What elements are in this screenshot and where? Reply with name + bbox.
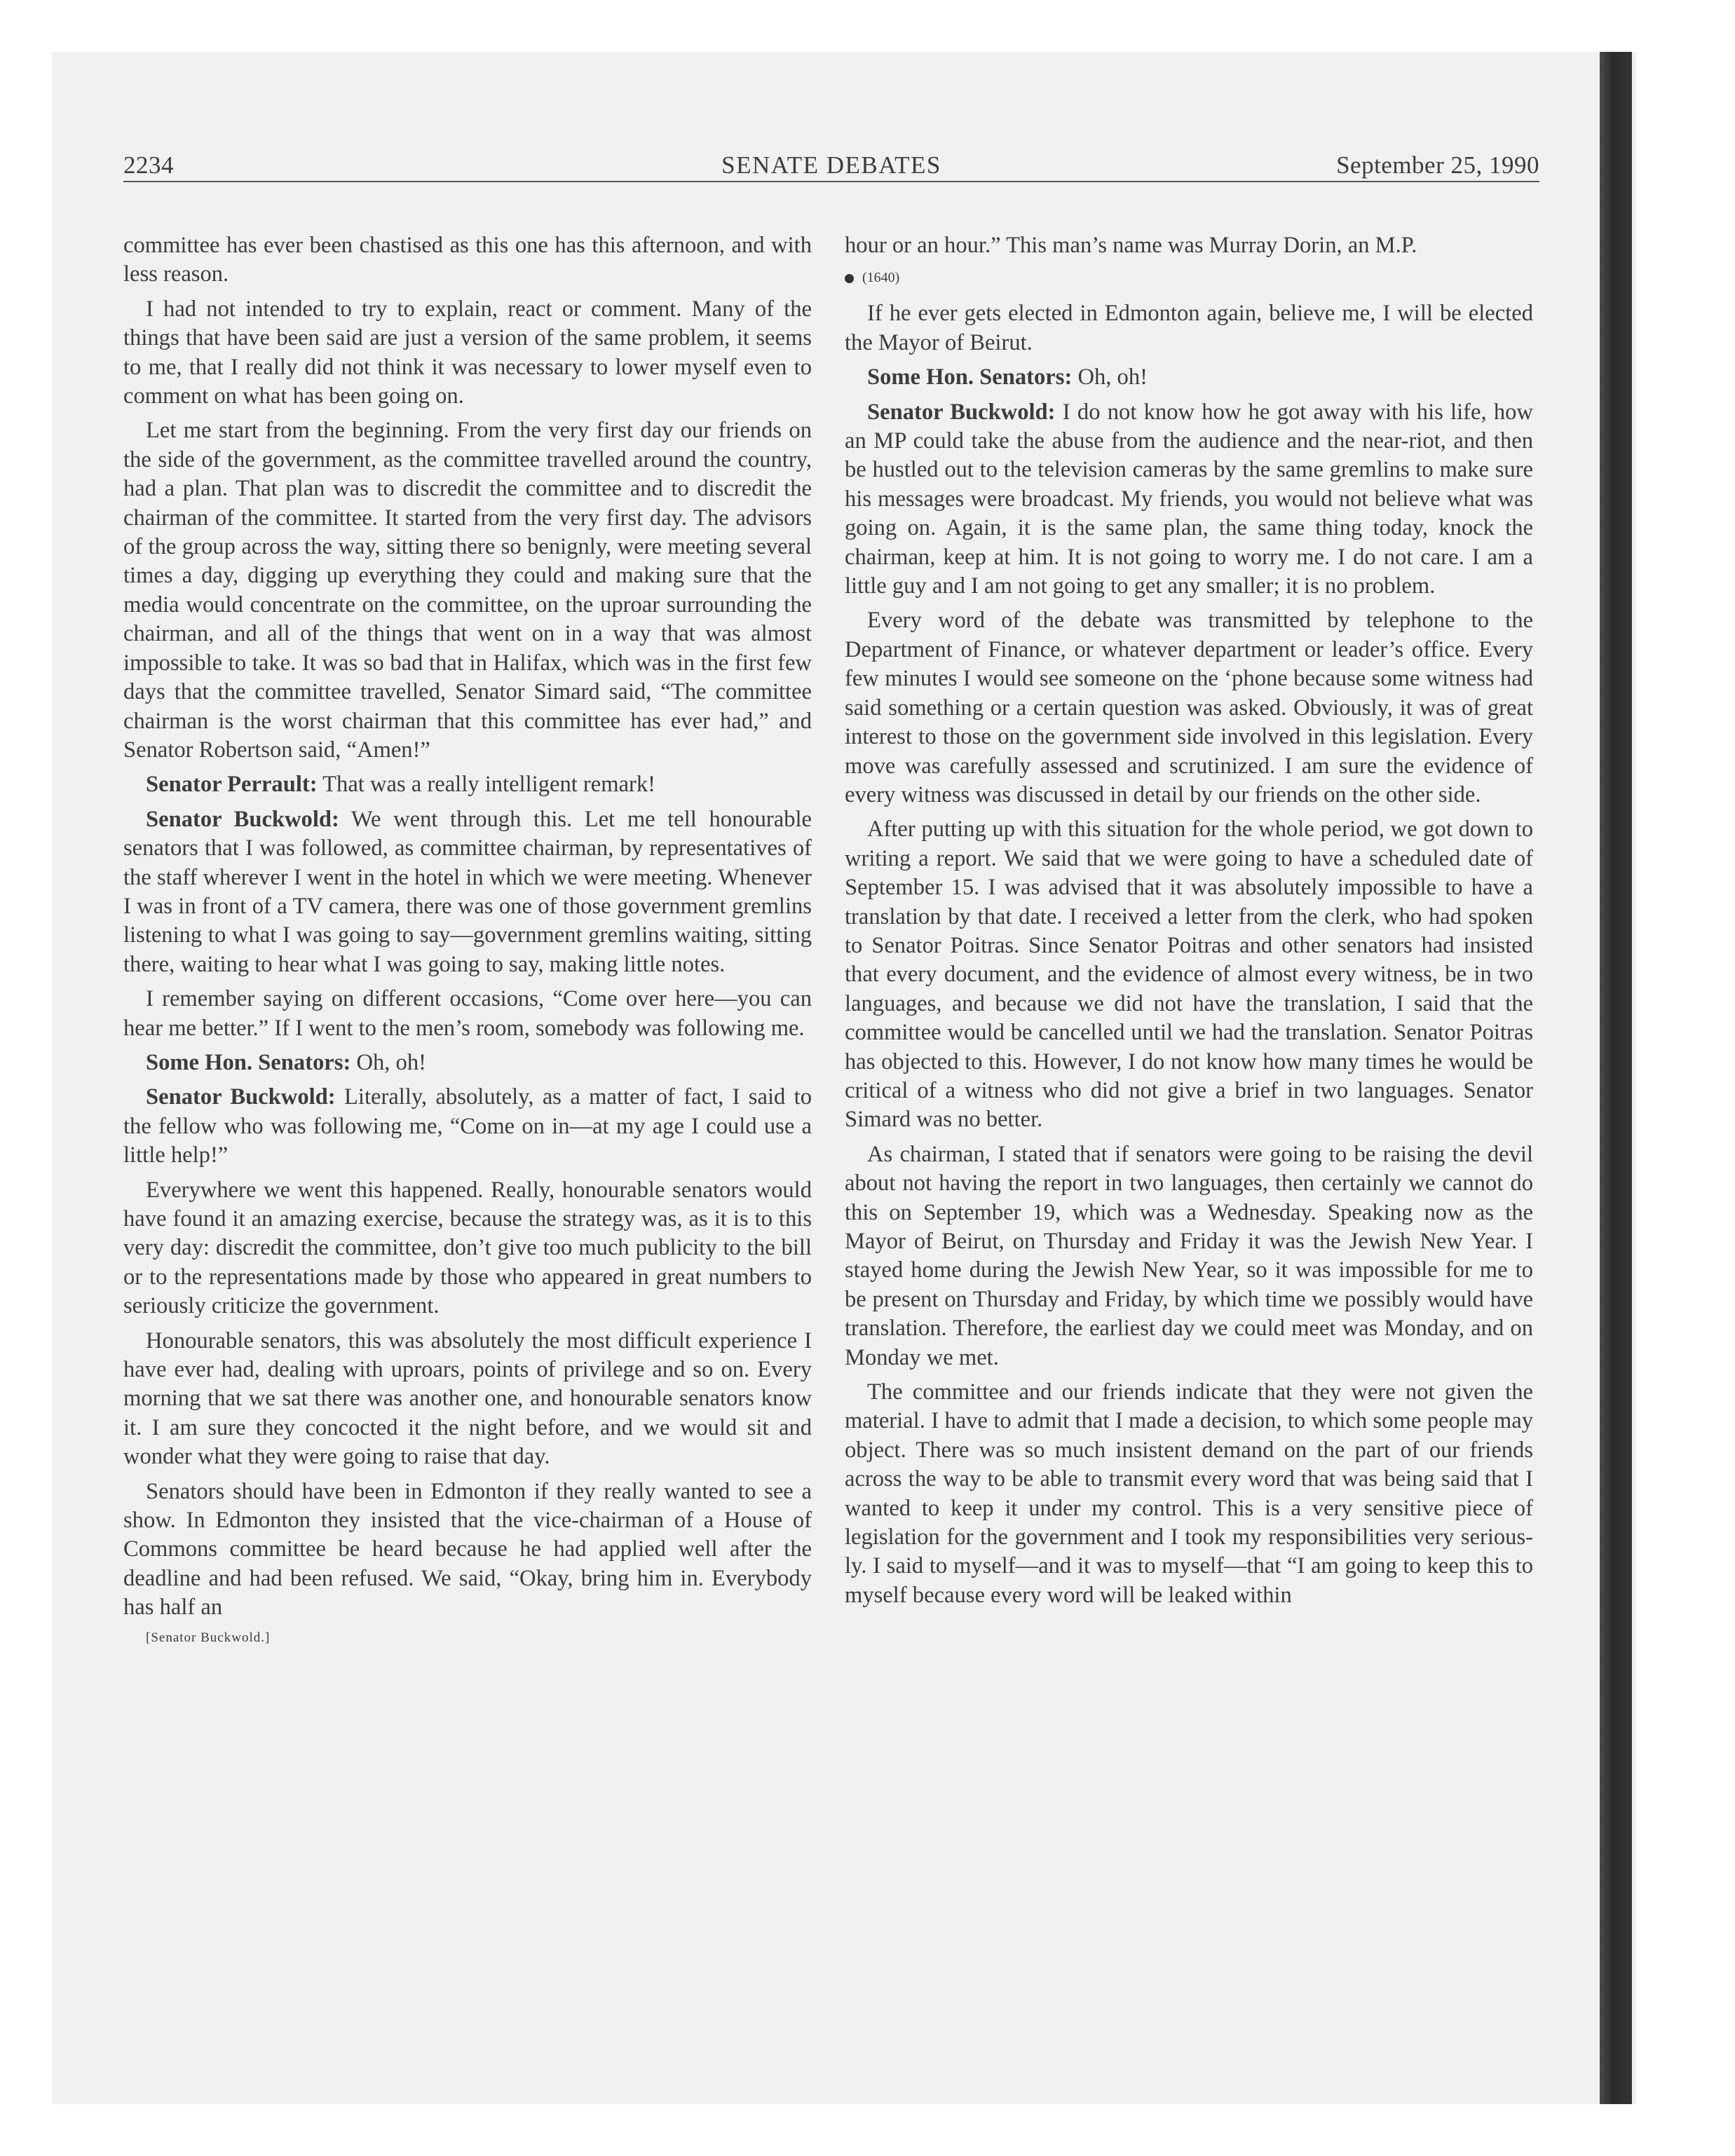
left-column — [123, 231, 812, 1653]
paragraph: The committee and our friends indicate that they were not given the material. I have to admit that I made a decision, to which some people may object. There was so much insistent demand on the part of our friends across the way to be able to transmit every word that was being said that I wanted to keep it under my control. This is a very sensitive piece of legislation for the government and I took my responsibilities very seriously. I said to myself—and it was to myself—that “I am going to keep this to myself because every word will be leaked within — [845, 1379, 1533, 1608]
page-number: 2234 — [123, 151, 174, 179]
header-divider — [123, 181, 1539, 182]
time-marker-text: (1640) — [862, 270, 900, 286]
speech-text: Oh, oh! — [351, 1049, 426, 1075]
paragraph: Honourable senators, this was absolutely the most difficult experience I have ever had, dealing with uproars, points of privilege and so on. Every morning that we sat there was another one, and honourable senators know it. I am sure they concocted it the night before, and we would sit and wonder what they were going to raise that day. — [123, 1328, 812, 1470]
speech-text: Oh, oh! — [1072, 364, 1148, 390]
speaker-footnote: [Senator Buckwold.] — [146, 1630, 271, 1645]
paragraph: Everywhere we went this happened. Really, honourable senators would have found it an amazing exercise, because the strategy was, as it is to this very day: discredit the committee, don’t give too much publicity to the bill or to the representations made by those who appeared in great numbers to seriously criticize the government. — [123, 1177, 812, 1319]
speech-paragraph — [123, 770, 812, 799]
publication-date: September 25, 1990 — [1336, 151, 1539, 179]
paragraph: I remember saying on different occasions, “Come over here—you can hear me better.” If I went to the men’s room, somebody was following me. — [123, 986, 812, 1041]
paragraph: After putting up with this situation for the whole period, we got down to writing a report. We said that we were going to have a scheduled date of September 15. I was advised that it was absolutely impossible to have a translation by that date. I received a letter from the clerk, who had spoken to Senator Poitras. Since Senator Poitras and other senators had insisted that every document, and the evidence of almost every witness, be in two languages, and because we did not have the translation, I said that the committee would be cancelled until we had the translation. Senator Poitras has objected to this. However, I do not know how many times he would be critical of a witness who did not give a brief in two languages. Senator Simard was no better. — [845, 817, 1533, 1133]
bullet-icon — [845, 274, 854, 283]
paragraph: hour or an hour.” This man’s name was Murray Dorin, an M.P. — [845, 233, 1417, 258]
speech-text: Literally, absolutely, as a matter of fact, I said to the fellow who was following me, “Come on in—at my age I could use a little help!” — [123, 1084, 812, 1168]
speech-text: I do not know how he got away with his life, how an MP could take the abuse from the audience and the near-riot, and then be hustled out to the television cameras by the same gremlins to make sure his messages were broadcast. My friends, you would not believe what was going on. Again, it is the same plan, the same thing today, knock the chairman, keep at him. It is not going to worry me. I do not care. I am a little guy and I am not going to get any smaller; it is no problem. — [845, 399, 1533, 599]
speaker-name: Some Hon. Senators: — [146, 1049, 351, 1075]
speech-paragraph — [123, 1083, 812, 1170]
speech-paragraph — [845, 398, 1533, 601]
paragraph: Senators should have been in Edmonton if they really wanted to see a show. In Edmonton they insisted that the vice-chairman of a House of Commons committee be heard because he had applied well after the deadline and had been refused. We said, “Okay, bring him in. Everybody has half an — [123, 1478, 812, 1621]
speaker-name: Senator Buckwold: — [146, 806, 339, 832]
paragraph: I had not intended to try to explain, react or comment. Many of the things that have been said are just a version of the same problem, it seems to me, that I really did not think it was necessary to lower myself even to comment on what has been going on. — [123, 296, 812, 409]
speaker-name: Senator Buckwold: — [146, 1084, 336, 1110]
paragraph: As chairman, I stated that if senators were going to be raising the devil about not having the report in two languages, then certainly we cannot do this on September 19, which was a Wednesday. Speaking now as the Mayor of Beirut, on Thursday and Friday it was the Jewish New Year. I stayed home during the Jewish New Year, so it was impossible for me to be present on Thursday and Friday, by which time we possibly would have translation. Therefore, the earliest day we could meet was Monday, and on Monday we met. — [845, 1141, 1533, 1370]
speech-paragraph — [123, 1049, 812, 1077]
paragraph: committee has ever been chastised as this one has this afternoon, and with less reason. — [123, 233, 812, 287]
speech-paragraph — [123, 805, 812, 979]
speech-text: That was a really intelligent remark! — [317, 772, 656, 798]
speaker-name: Senator Perrault: — [146, 772, 318, 798]
paragraph: Let me start from the beginning. From the very first day our friends on the side of the government, as the committee travelled around the country, had a plan. That plan was to discredit the committee and to discredit the chairman of the committee. It started from the very first day. The advisors of the group across the way, sitting there so benignly, were meeting several times a day, digging up everything they could and making sure that the media would concentrate on the committee, on the uproar surrounding the chairman, and all of the things that went on in a way that was almost impossible to take. It was so bad that in Halifax, which was in the first few days that the committee travelled, Senator Simard said, “The committee chairman is the worst chairman that this committee has ever had,” and Senator Robertson said, “Amen!” — [123, 418, 812, 763]
paragraph: Every word of the debate was transmitted by telephone to the Department of Finance, or whatever department or leader’s office. Every few minutes I would see someone on the ‘phone because some witness had said something or a certain question was asked. Obviously, it was of great interest to those on the government side involved in this legislation. Every move was carefully assessed and scrutinized. I am sure the evidence of every witness was discussed in detail by our friends on the other side. — [845, 608, 1533, 807]
speaker-name: Some Hon. Senators: — [867, 364, 1073, 390]
paragraph: If he ever gets elected in Edmonton again, believe me, I will be elected the Mayor of Beirut. — [845, 301, 1533, 355]
speaker-name: Senator Buckwold: — [867, 399, 1056, 425]
publication-title: SENATE DEBATES — [721, 151, 941, 179]
speech-paragraph — [845, 363, 1533, 392]
scan-binding-edge — [1600, 52, 1632, 2104]
right-column — [845, 231, 1533, 1616]
speech-text: We went through this. Let me tell honourable senators that I was followed, as committee chairman, by representatives of the staff wherever I went in the hotel in which we were meeting. Whenever I was in front of a TV camera, there was one of those government gremlins listening to what I was going to say—government gremlins waiting, sitting there, waiting to hear what I was going to say, making little notes. — [123, 806, 812, 977]
time-marker — [845, 266, 1533, 289]
page-header — [123, 151, 1539, 185]
